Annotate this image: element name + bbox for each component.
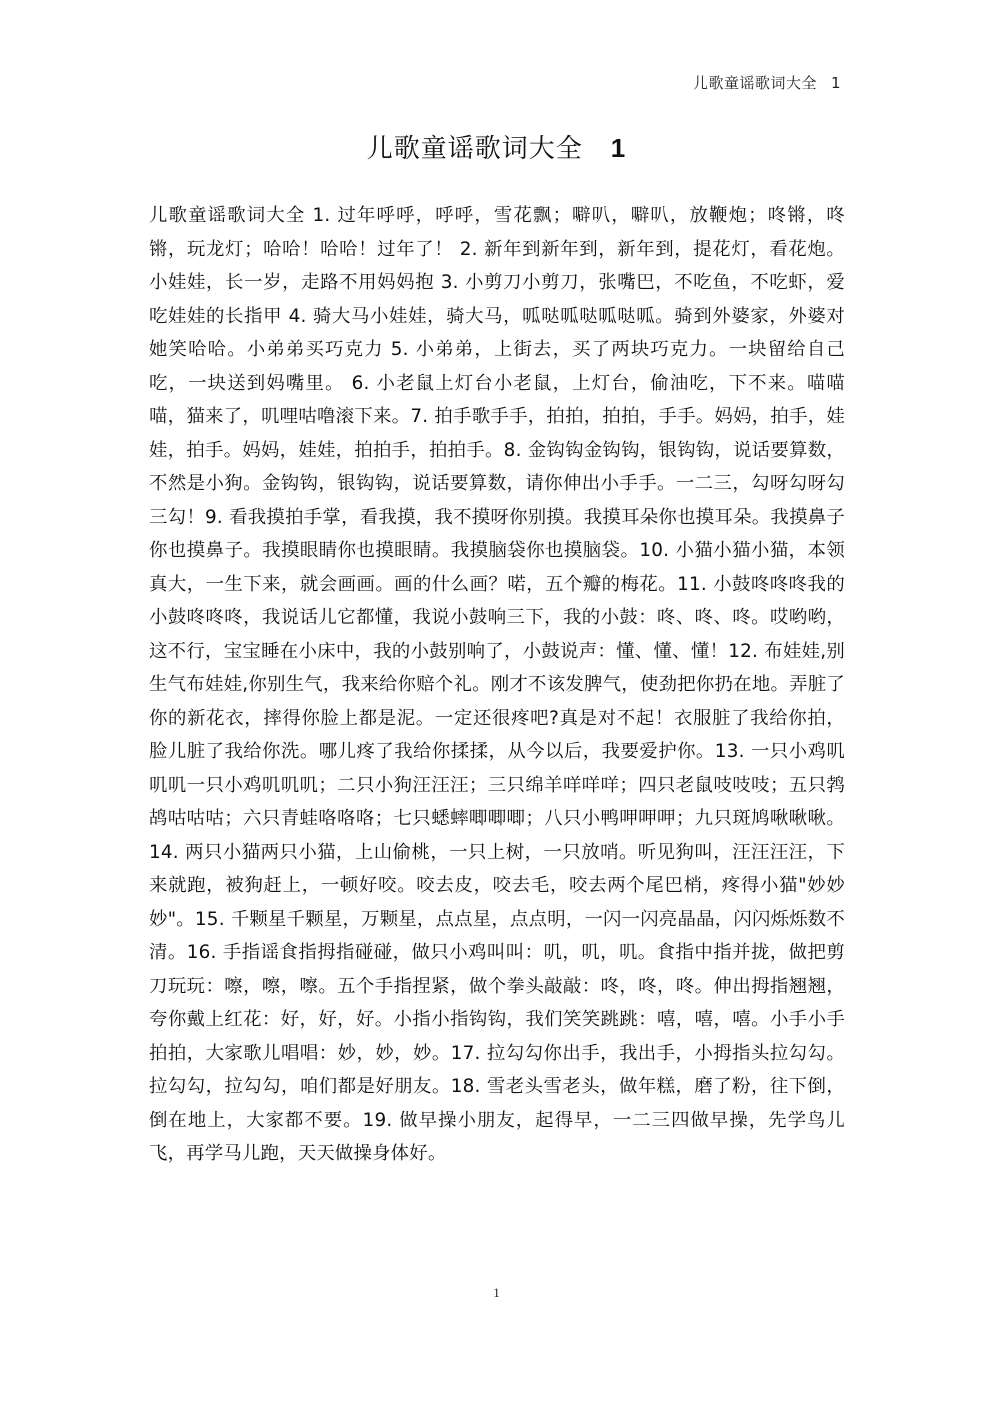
body-paragraph: 儿歌童谣歌词大全 1. 过年呼呼，呼呼，雪花飘；噼叭，噼叭，放鞭炮；咚锵，咚锵，玩龙灯；哈哈！哈哈！过年了！ 2. 新年到新年到，新年到，提花灯，看花炮。小娃娃，长一岁，走路不用妈妈抱 3. 小剪刀小剪刀，张嘴巴，不吃鱼，不吃虾，爱吃娃娃的长指甲 4. 骑大马小娃娃，骑大马，呱哒呱哒呱哒呱。骑到外婆家，外婆对她笑哈哈。小弟弟买巧克力 5. 小弟弟，上街去，买了两块巧克力。一块留给自己吃，一块送到妈嘴里。 6. 小老鼠上灯台小老鼠，上灯台，偷油吃，下不来。喵喵喵，猫来了，叽哩咕噜滚下来。7. 拍手歌手手，拍拍，拍拍，手手。妈妈，拍手，娃娃，拍手。妈妈，娃娃，拍拍手，拍拍手。8. 金钩钩金钩钩，银钩钩，说话要算数，不然是小狗。金钩钩，银钩钩，说话要算数，请你伸出小手手。一二三，勾呀勾呀勾三勾！9. 看我摸拍手掌，看我摸，我不摸呀你别摸。我摸耳朵你也摸耳朵。我摸鼻子你也摸鼻子。我摸眼睛你也摸眼睛。我摸脑袋你也摸脑袋。10. 小猫小猫小猫，本领真大，一生下来，就会画画。画的什么画？喏，五个瓣的梅花。11. 小鼓咚咚咚我的小鼓咚咚咚，我说话儿它都懂，我说小鼓响三下，我的小鼓：咚、咚、咚。哎哟哟，这不行，宝宝睡在小床中，我的小鼓别响了，小鼓说声：懂、懂、懂！12. 布娃娃,别生气布娃娃,你别生气，我来给你赔个礼。刚才不该发脾气，使劲把你扔在地。弄脏了你的新花衣，摔得你脸上都是泥。一定还很疼吧?真是对不起！衣服脏了我给你拍，脸儿脏了我给你洗。哪儿疼了我给你揉揉，从今以后，我要爱护你。13. 一只小鸡叽叽叽一只小鸡叽叽叽；二只小狗汪汪汪；三只绵羊咩咩咩；四只老鼠吱吱吱；五只鹁鸪咕咕咕；六只青蛙咯咯咯；七只蟋蟀唧唧唧；八只小鸭呷呷呷；九只斑鸠啾啾啾。14. 两只小猫两只小猫，上山偷桃，一只上树，一只放哨。听见狗叫，汪汪汪汪，下来就跑，被狗赶上，一顿好咬。咬去皮，咬去毛，咬去两个尾巴梢，疼得小猫"妙妙妙"。15. 千颗星千颗星，万颗星，点点星，点点明，一闪一闪亮晶晶，闪闪烁烁数不清。16. 手指谣食指拇指碰碰，做只小鸡叫叫：叽，叽，叽。食指中指并拢，做把剪刀玩玩：嚓，嚓，嚓。五个手指捏紧，做个拳头敲敲：咚，咚，咚。伸出拇指翘翘，夸你戴上红花：好，好，好。小指小指钩钩，我们笑笑跳跳：嘻，嘻，嘻。小手小手拍拍，大家歌儿唱唱：妙，妙，妙。17. 拉勾勾你出手，我出手，小拇指头拉勾勾。拉勾勾，拉勾勾，咱们都是好朋友。18. 雪老头雪老头，做年糕，磨了粉，往下倒，倒在地上，大家都不要。19. 做早操小朋友，起得早，一二三四做早操，先学鸟儿飞，再学马儿跑，天天做操身体好。	[149, 205, 845, 1164]
running-header	[693, 72, 841, 93]
page-number: 1	[493, 1285, 500, 1300]
document-title-number: 1	[610, 133, 627, 163]
document-title-text: 儿歌童谣歌词大全	[366, 134, 583, 164]
document-title	[0, 128, 993, 165]
running-header-title: 儿歌童谣歌词大全	[692, 74, 817, 92]
document-body	[149, 199, 845, 1171]
running-header-number: 1	[830, 74, 841, 92]
